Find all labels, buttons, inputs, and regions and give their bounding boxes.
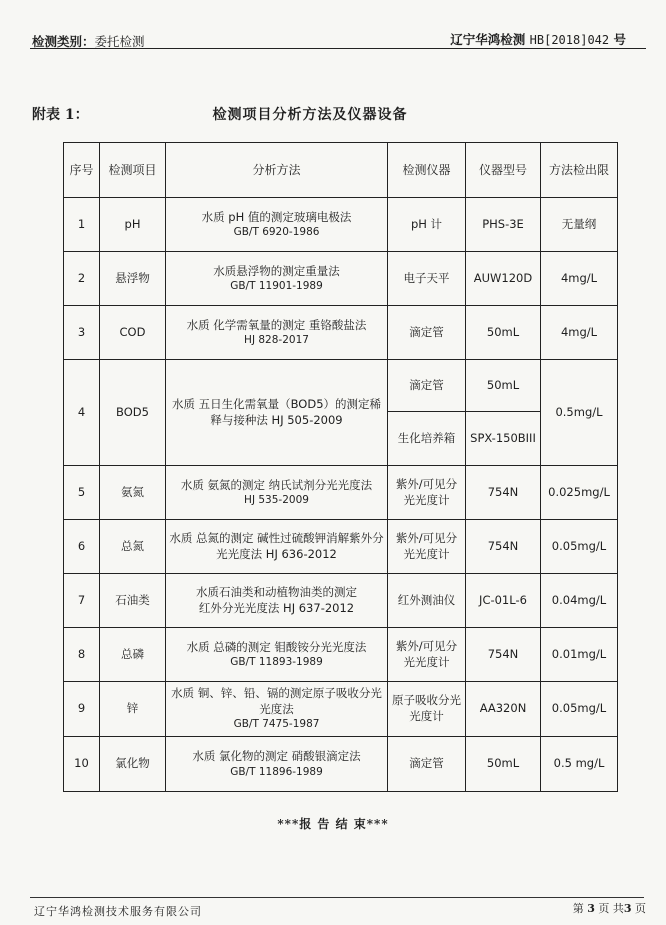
row-instrument: 紫外/可见分光光度计 [388, 520, 466, 574]
row-no: 2 [64, 252, 100, 306]
table-header-row [64, 143, 618, 198]
row-method: 水质 铜、锌、铅、镉的测定原子吸收分光光度法 GB/T 7475-1987 [166, 682, 388, 737]
row-instrument: pH 计 [388, 198, 466, 252]
row-model: 50mL [466, 306, 541, 360]
row-model: 50mL [466, 360, 541, 412]
col-header-instrument: 检测仪器 [388, 143, 466, 198]
row-no: 8 [64, 628, 100, 682]
row-item: 锌 [100, 682, 166, 737]
methods-table [63, 142, 618, 792]
report-code: HB[2018]042 [529, 33, 610, 47]
row-model: 754N [466, 520, 541, 574]
row-limit: 0.5 mg/L [541, 737, 618, 792]
row-instrument: 滴定管 [388, 360, 466, 412]
row-instrument: 滴定管 [388, 737, 466, 792]
row-item: 总氮 [100, 520, 166, 574]
row-model: 50mL [466, 737, 541, 792]
table-row [64, 682, 618, 737]
row-instrument-2: 生化培养箱 [388, 412, 466, 466]
row-instrument: 红外测油仪 [388, 574, 466, 628]
report-number [450, 30, 626, 48]
table-row [64, 198, 618, 252]
row-model: AUW120D [466, 252, 541, 306]
row-no: 5 [64, 466, 100, 520]
row-instrument: 电子天平 [388, 252, 466, 306]
row-no: 9 [64, 682, 100, 737]
row-limit: 0.025mg/L [541, 466, 618, 520]
report-end-marker: ***报 告 结 束*** [277, 817, 389, 831]
row-no: 4 [64, 360, 100, 466]
table-row [64, 737, 618, 792]
row-instrument: 滴定管 [388, 306, 466, 360]
row-method: 水质 五日生化需氧量（BOD5）的测定稀释与接种法 HJ 505-2009 [166, 360, 388, 466]
table-row [64, 520, 618, 574]
report-code-suffix: 号 [613, 32, 626, 47]
row-no: 3 [64, 306, 100, 360]
row-item: COD [100, 306, 166, 360]
row-item: 氯化物 [100, 737, 166, 792]
table-row [64, 466, 618, 520]
row-model: PHS-3E [466, 198, 541, 252]
row-model: 754N [466, 466, 541, 520]
col-header-no: 序号 [64, 143, 100, 198]
row-no: 10 [64, 737, 100, 792]
col-header-model: 仪器型号 [466, 143, 541, 198]
page-current: 3 [587, 902, 595, 915]
col-header-method: 分析方法 [166, 143, 388, 198]
row-limit: 4mg/L [541, 252, 618, 306]
page-total: 3 [623, 902, 632, 915]
header-divider [30, 48, 646, 49]
row-limit: 0.05mg/L [541, 520, 618, 574]
row-item: 石油类 [100, 574, 166, 628]
table-row [64, 574, 618, 628]
row-limit: 4mg/L [541, 306, 618, 360]
appendix-label: 附表 1： [32, 107, 89, 123]
row-limit: 0.05mg/L [541, 682, 618, 737]
row-no: 7 [64, 574, 100, 628]
row-model-2: SPX-150BIII [466, 412, 541, 466]
row-method: 水质悬浮物的测定重量法 GB/T 11901-1989 [166, 252, 388, 306]
row-limit: 无量纲 [541, 198, 618, 252]
row-method: 水质 氨氮的测定 纳氏试剂分光光度法 HJ 535-2009 [166, 466, 388, 520]
row-model: AA320N [466, 682, 541, 737]
row-model: 754N [466, 628, 541, 682]
row-method: 水质 pH 值的测定玻璃电极法 GB/T 6920-1986 [166, 198, 388, 252]
row-item: 悬浮物 [100, 252, 166, 306]
org-name: 辽宁华鸿检测 [450, 32, 526, 47]
row-limit: 0.5mg/L [541, 360, 618, 466]
row-method: 水质 总磷的测定 钼酸铵分光光度法 GB/T 11893-1989 [166, 628, 388, 682]
page-title: 检测项目分析方法及仪器设备 [212, 107, 408, 123]
table-row [64, 306, 618, 360]
col-header-item: 检测项目 [100, 143, 166, 198]
table-row [64, 252, 618, 306]
row-item: pH [100, 198, 166, 252]
row-no: 1 [64, 198, 100, 252]
col-header-limit: 方法检出限 [541, 143, 618, 198]
row-method: 水质 化学需氧量的测定 重铬酸盐法 HJ 828-2017 [166, 306, 388, 360]
row-method: 水质 总氮的测定 碱性过硫酸钾消解紫外分光光度法 HJ 636-2012 [166, 520, 388, 574]
row-item: 总磷 [100, 628, 166, 682]
page-indicator: 第 3 页 共3 页 [572, 902, 646, 915]
row-method: 水质 氯化物的测定 硝酸银滴定法 GB/T 11896-1989 [166, 737, 388, 792]
category-value: 委托检测 [94, 34, 145, 49]
row-model: JC-01L-6 [466, 574, 541, 628]
row-item: 氨氮 [100, 466, 166, 520]
row-instrument: 紫外/可见分光光度计 [388, 628, 466, 682]
footer-divider [30, 897, 644, 898]
category-label: 检测类别： [32, 34, 95, 49]
footer-company: 辽宁华鸿检测技术服务有限公司 [34, 905, 202, 918]
row-instrument: 原子吸收分光光度计 [388, 682, 466, 737]
row-no: 6 [64, 520, 100, 574]
row-method: 水质石油类和动植物油类的测定 红外分光光度法 HJ 637-2012 [166, 574, 388, 628]
row-instrument: 紫外/可见分光光度计 [388, 466, 466, 520]
row-limit: 0.01mg/L [541, 628, 618, 682]
table-row [64, 628, 618, 682]
row-item: BOD5 [100, 360, 166, 466]
table-row [64, 360, 618, 412]
row-limit: 0.04mg/L [541, 574, 618, 628]
